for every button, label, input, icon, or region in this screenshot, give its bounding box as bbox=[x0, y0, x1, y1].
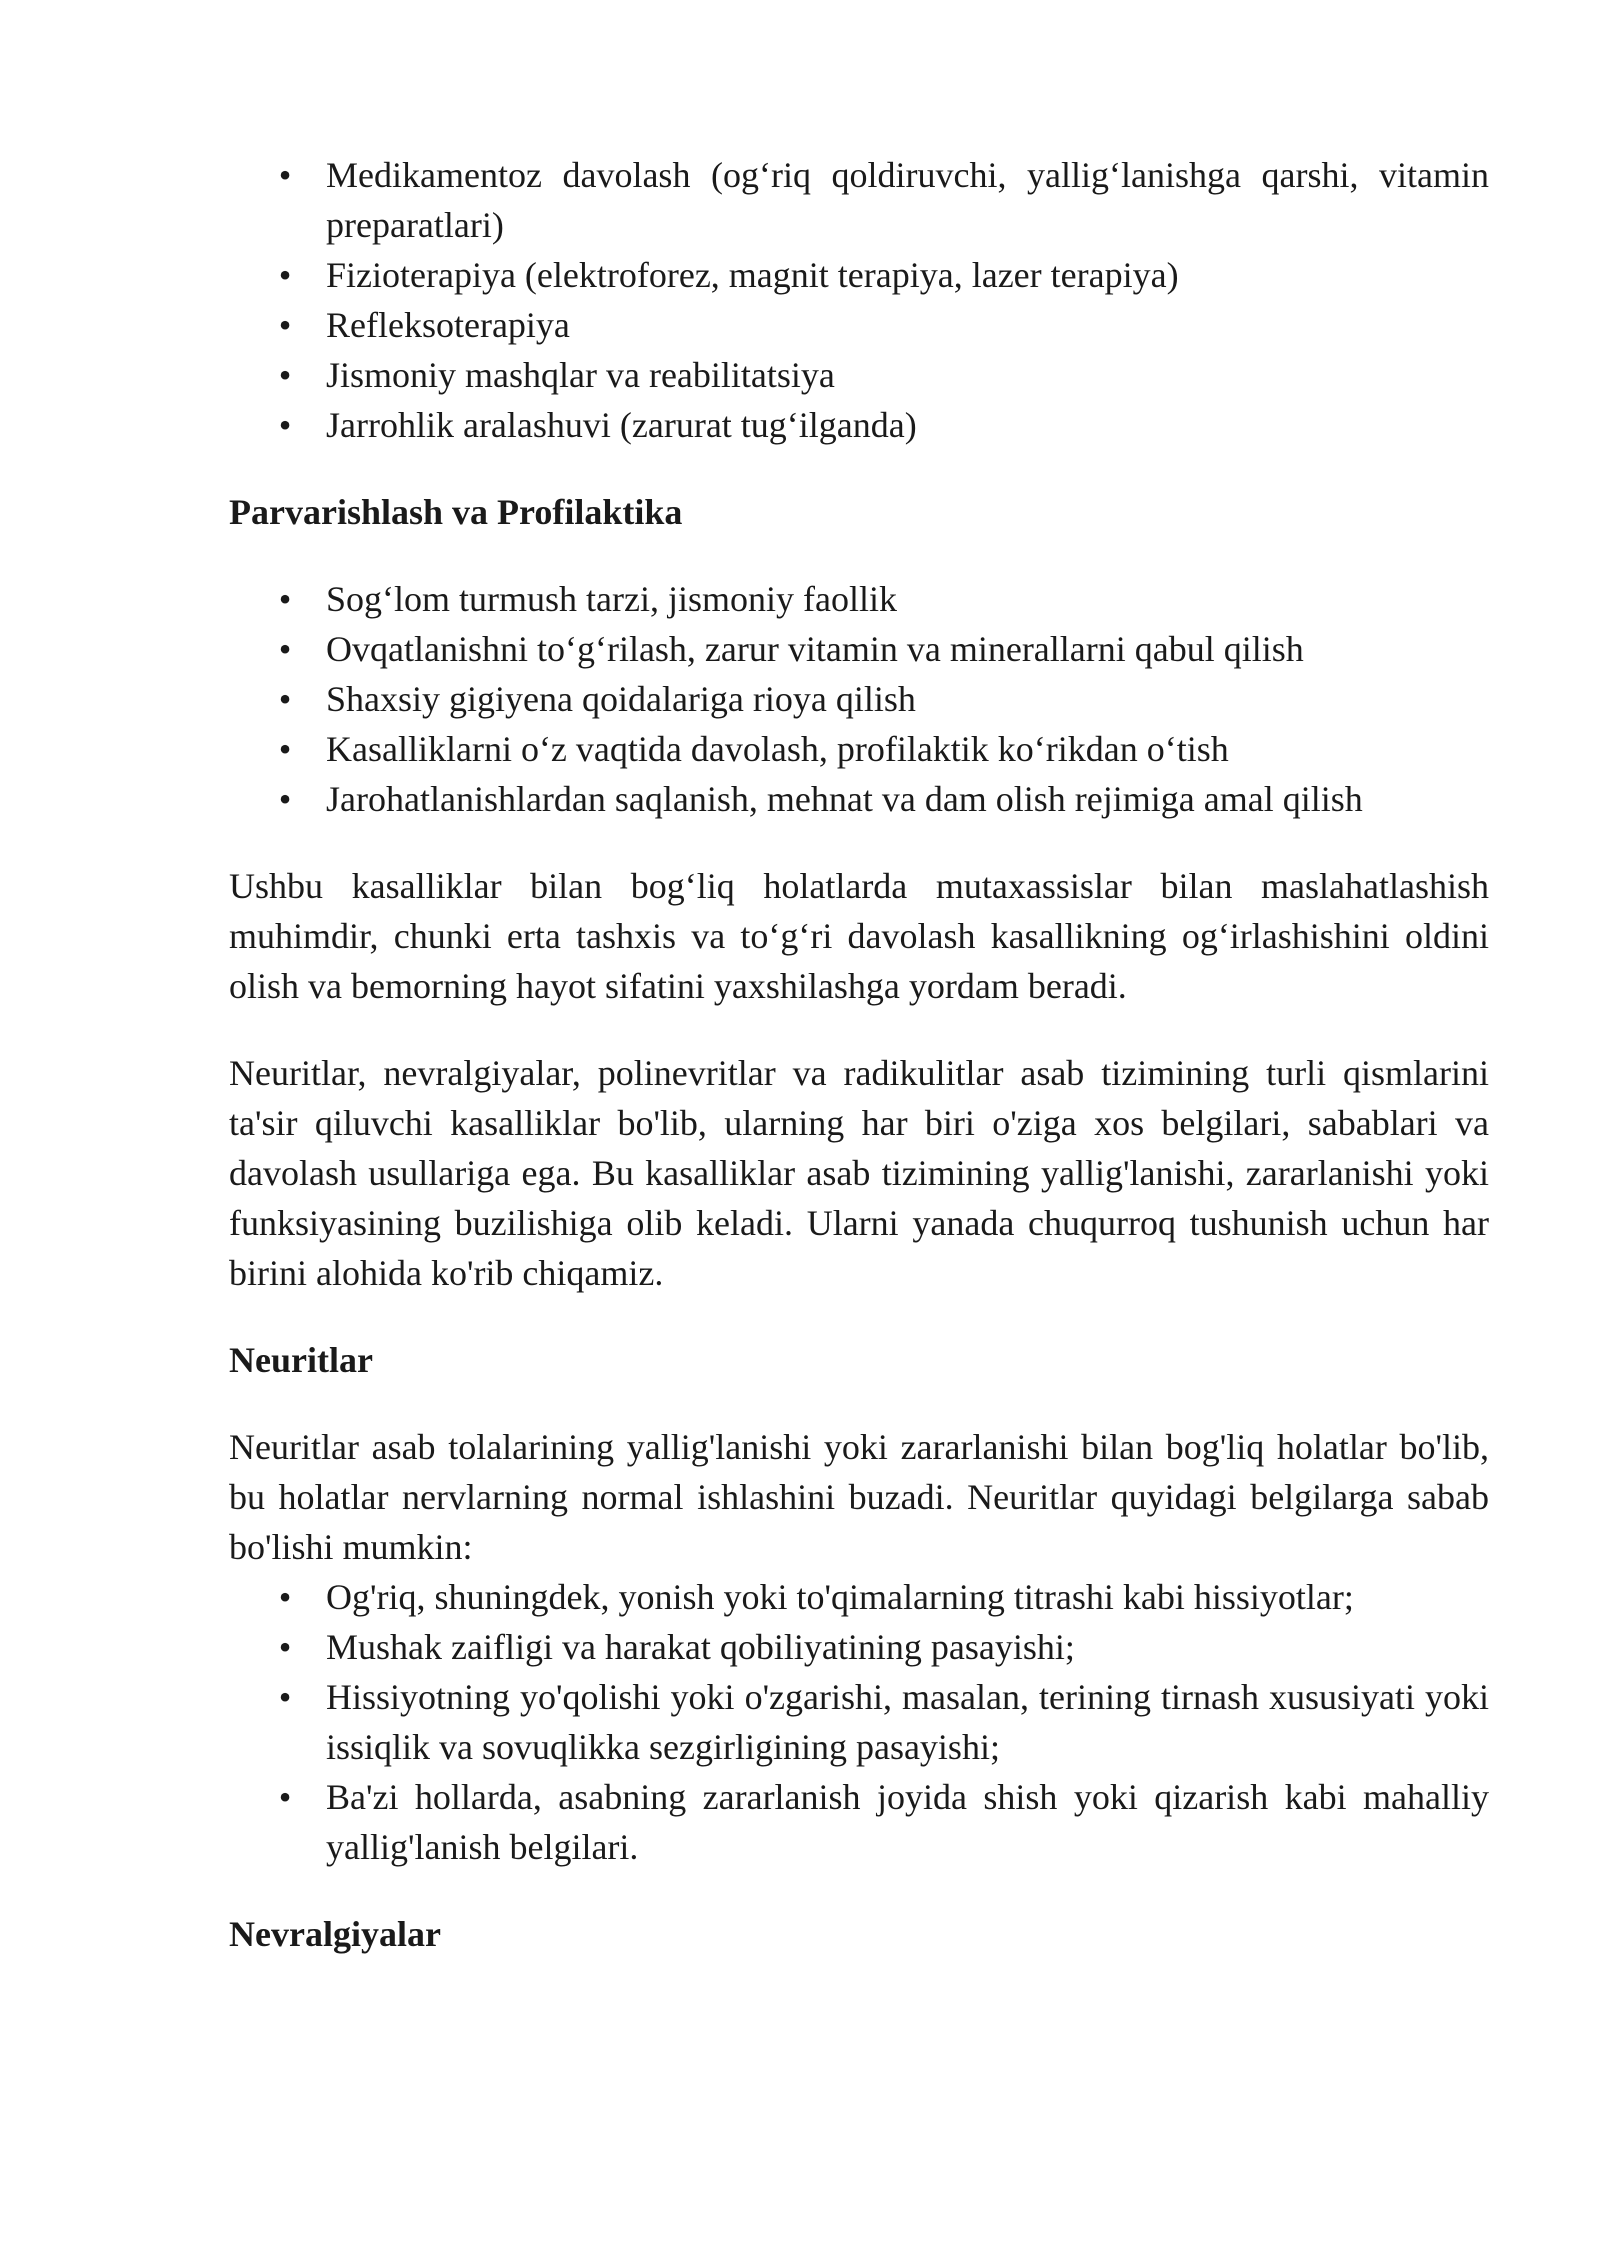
list-item-text: Jarrohlik aralashuvi (zarurat tug‘ilganda) bbox=[326, 405, 917, 445]
list-item bbox=[229, 1572, 1489, 1622]
list-item-text: Ba'zi hollarda, asabning zararlanish joyida shish yoki qizarish kabi mahalliy yallig'lanish belgilari. bbox=[326, 1777, 1489, 1867]
list-item bbox=[229, 624, 1489, 674]
list-item-text: Medikamentoz davolash (og‘riq qoldiruvchi, yallig‘lanishga qarshi, vitamin preparatlari) bbox=[326, 155, 1489, 245]
list-item-text: Sog‘lom turmush tarzi, jismoniy faollik bbox=[326, 579, 897, 619]
list-item bbox=[229, 774, 1489, 824]
list-item-text: Jismoniy mashqlar va reabilitatsiya bbox=[326, 355, 835, 395]
paragraph-consult: Ushbu kasalliklar bilan bog‘liq holatlarda mutaxassislar bilan maslahatlashish muhimdir, chunki erta tashxis va to‘g‘ri davolash kasallikning og‘irlashishini oldini olish va bemorning hayot sifatini yaxshilashga yordam beradi. bbox=[229, 866, 1489, 1006]
list-item bbox=[229, 574, 1489, 624]
list-item bbox=[229, 150, 1489, 250]
care-list bbox=[229, 574, 1489, 824]
list-item bbox=[229, 724, 1489, 774]
list-item bbox=[229, 350, 1489, 400]
list-item-text: Refleksoterapiya bbox=[326, 305, 570, 345]
bullet-icon: • bbox=[278, 155, 292, 195]
bullet-icon: • bbox=[278, 1777, 292, 1817]
list-item bbox=[229, 674, 1489, 724]
bullet-icon: • bbox=[278, 255, 292, 295]
bullet-icon: • bbox=[278, 305, 292, 345]
list-item bbox=[229, 1622, 1489, 1672]
bullet-icon: • bbox=[278, 629, 292, 669]
bullet-icon: • bbox=[278, 729, 292, 769]
list-item-text: Kasalliklarni o‘z vaqtida davolash, profilaktik ko‘rikdan o‘tish bbox=[326, 729, 1229, 769]
list-item bbox=[229, 300, 1489, 350]
list-item bbox=[229, 400, 1489, 450]
list-item bbox=[229, 250, 1489, 300]
list-item-text: Jarohatlanishlardan saqlanish, mehnat va dam olish rejimiga amal qilish bbox=[326, 779, 1363, 819]
care-heading: Parvarishlash va Profilaktika bbox=[229, 492, 683, 532]
bullet-icon: • bbox=[278, 1677, 292, 1717]
bullet-icon: • bbox=[278, 779, 292, 819]
treatment-list bbox=[229, 150, 1489, 450]
bullet-icon: • bbox=[278, 679, 292, 719]
list-item-text: Mushak zaifligi va harakat qobiliyatining pasayishi; bbox=[326, 1627, 1075, 1667]
bullet-icon: • bbox=[278, 1627, 292, 1667]
list-item bbox=[229, 1772, 1489, 1872]
paragraph-intro: Neuritlar, nevralgiyalar, polinevritlar va radikulitlar asab tizimining turli qismlarini ta'sir qiluvchi kasalliklar bo'lib, ularning har biri o'ziga xos belgilari, sabablari va davolash usullariga ega. Bu kasalliklar asab tizimining yallig'lanishi, zararlanishi yoki funksiyasining buzilishiga olib keladi. Ularni yanada chuqurroq tushunish uchun har birini alohida ko'rib chiqamiz. bbox=[229, 1053, 1489, 1293]
list-item-text: Og'riq, shuningdek, yonish yoki to'qimalarning titrashi kabi hissiyotlar; bbox=[326, 1577, 1354, 1617]
list-item-text: Shaxsiy gigiyena qoidalariga rioya qilish bbox=[326, 679, 916, 719]
neuritlar-heading: Neuritlar bbox=[229, 1340, 373, 1380]
bullet-icon: • bbox=[278, 405, 292, 445]
bullet-icon: • bbox=[278, 579, 292, 619]
document-page bbox=[229, 150, 1489, 1996]
bullet-icon: • bbox=[278, 355, 292, 395]
bullet-icon: • bbox=[278, 1577, 292, 1617]
nevralgiyalar-heading: Nevralgiyalar bbox=[229, 1914, 441, 1954]
list-item-text: Ovqatlanishni to‘g‘rilash, zarur vitamin va minerallarni qabul qilish bbox=[326, 629, 1304, 669]
list-item bbox=[229, 1672, 1489, 1772]
paragraph-neuritlar: Neuritlar asab tolalarining yallig'lanishi yoki zararlanishi bilan bog'liq holatlar bo'lib, bu holatlar nervlarning normal ishlashini buzadi. Neuritlar quyidagi belgilarga sabab bo'lishi mumkin: bbox=[229, 1427, 1489, 1567]
list-item-text: Fizioterapiya (elektroforez, magnit terapiya, lazer terapiya) bbox=[326, 255, 1179, 295]
list-item-text: Hissiyotning yo'qolishi yoki o'zgarishi, masalan, terining tirnash xususiyati yoki issiqlik va sovuqlikka sezgirligining pasayishi; bbox=[326, 1677, 1489, 1767]
symptom-list bbox=[229, 1572, 1489, 1872]
